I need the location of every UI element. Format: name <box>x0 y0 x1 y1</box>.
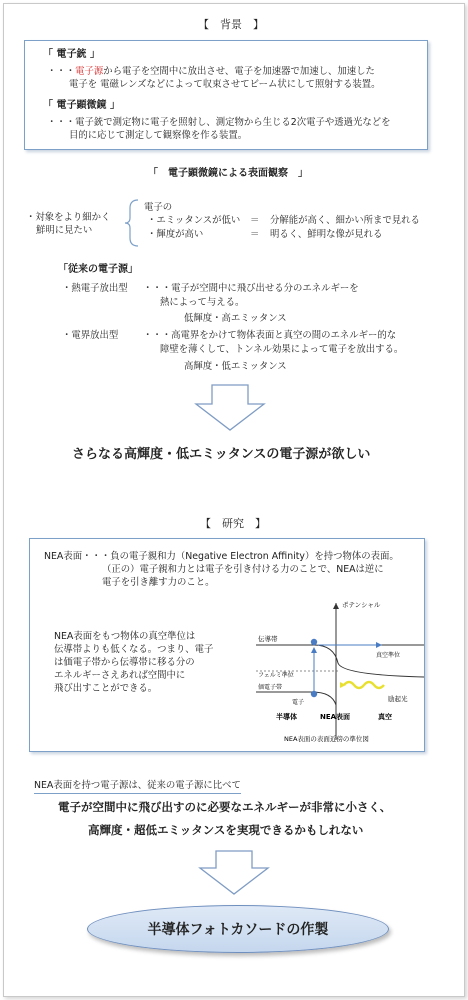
thermal-summary: 低輝度・高エミッタンス <box>184 313 287 324</box>
para-line1: NEA表面をもつ物体の真空準位は <box>54 631 196 642</box>
field-label: ・電界放出型 <box>62 330 119 341</box>
band-diagram-caption: NEA表面の表面近傍の準位図 <box>284 735 369 743</box>
excitation-light-label: 励起光 <box>388 695 408 703</box>
conduction-band-label: 伝導帯 <box>258 635 278 643</box>
para-line2: 伝導帯よりも低くなる。つまり、電子 <box>54 644 214 655</box>
electron-gun-title: 「 電子銃 」 <box>43 49 100 60</box>
vacuum-level-label: 真空準位 <box>376 652 401 659</box>
electron-gun-line1: ・・・電子源から電子を空間中に放出させ、電子を加速器で加速し、加速した <box>47 66 375 77</box>
nea-line3: 電子を引き離す力のこと。 <box>102 577 215 588</box>
potential-axis-arrowhead <box>333 603 339 609</box>
electron-label: 電子 <box>292 699 305 706</box>
research-heading: 【 研究 】 <box>200 517 266 530</box>
excitation-light-wave <box>344 682 384 688</box>
microscope-line2: 目的に応じて測定して観察像を作る装置。 <box>69 130 248 141</box>
conventional-heading: 「従来の電子源」 <box>58 264 138 275</box>
band-diagram <box>254 597 424 747</box>
thermal-desc2: 熱によって与える。 <box>160 297 245 308</box>
nea-line2: （正の）電子親和力とは電子を引き付ける力のことで、NEAは逆に <box>102 564 384 575</box>
comparison-line1: 電子が空間中に飛び出すのに必要なエネルギーが非常に小さく、 <box>58 800 392 814</box>
electron-source-highlight: 電子源 <box>75 66 104 77</box>
surface-right-head: 電子の <box>144 202 173 213</box>
comparison-intro: NEA表面を持つ電子源は、従来の電子源に比べて <box>34 779 241 794</box>
surface-row2-eq: ＝ <box>250 229 260 240</box>
para-line3: は価電子帯から伝導帯に移る分の <box>54 657 195 668</box>
electron-dot-conduction <box>311 639 317 645</box>
nea-line1: NEA表面・・・負の電子親和力（Negative Electron Affinity）を持つ物体の表面。 <box>44 551 399 562</box>
surface-row1-eq: ＝ <box>250 215 260 226</box>
nea-surface-label: NEA表面 <box>320 713 351 721</box>
electron-dot-valence <box>311 691 317 697</box>
surface-left-line2: 鮮明に見たい <box>36 225 93 236</box>
surface-heading: 「 電子顕微鏡による表面観察 」 <box>148 168 308 179</box>
field-desc1: ・・・高電界をかけて物体表面と真空の間のエネルギー的な <box>143 330 397 341</box>
valence-band-label: 価電子帯 <box>258 684 283 691</box>
field-desc2: 障壁を薄くして、トンネル効果によって電子を放出する。 <box>160 344 404 355</box>
down-arrow-1 <box>194 384 266 432</box>
surface-row2-prop: ・輝度が高い <box>147 229 204 240</box>
page <box>3 3 465 997</box>
surface-brace <box>124 198 140 248</box>
down-arrow-2 <box>198 850 270 896</box>
surface-left-line1: ・対象をより細かく <box>26 212 111 223</box>
fermi-level-label: フェルミ準位 <box>258 672 294 679</box>
surface-row2-result: 明るく、鮮明な像が見れる <box>270 229 383 240</box>
excitation-arrowhead <box>311 647 317 653</box>
background-box <box>24 40 428 150</box>
para-line5: 飛び出すことができる。 <box>54 683 158 694</box>
research-box <box>29 538 425 752</box>
microscope-line1: ・・・電子銃で測定物に電子を照射し、測定物から生じる2次電子や透過光などを <box>47 117 391 128</box>
potential-label: ポテンシャル <box>342 601 381 609</box>
thermal-desc1: ・・・電子が空間中に飛び出せる分のエネルギーを <box>143 283 359 294</box>
comparison-line2: 高輝度・超低エミッタンスを実現できるかもしれない <box>88 823 364 837</box>
conclusion1: さらなる高輝度・低エミッタンスの電子源が欲しい <box>72 447 371 462</box>
surface-row1-result: 分解能が高く、細かい所まで見れる <box>270 215 420 226</box>
vacuum-label: 真空 <box>378 713 392 721</box>
emission-arrowhead <box>376 642 382 648</box>
background-heading: 【 背景 】 <box>198 18 264 31</box>
field-summary: 高輝度・低エミッタンス <box>184 361 287 372</box>
final-goal-text: 半導体フォトカソードの作製 <box>147 922 329 938</box>
thermal-label: ・熱電子放出型 <box>62 283 128 294</box>
final-goal-ellipse <box>87 905 389 953</box>
semiconductor-label: 半導体 <box>276 713 297 721</box>
surface-row1-prop: ・エミッタンスが低い <box>147 215 241 226</box>
para-line4: エネルギーさえあれば空間中に <box>54 670 186 681</box>
electron-gun-line2: 電子を 電磁レンズなどによって収束させてビーム状にして照射する装置。 <box>69 79 381 90</box>
microscope-title: 「 電子顕微鏡 」 <box>43 100 120 111</box>
